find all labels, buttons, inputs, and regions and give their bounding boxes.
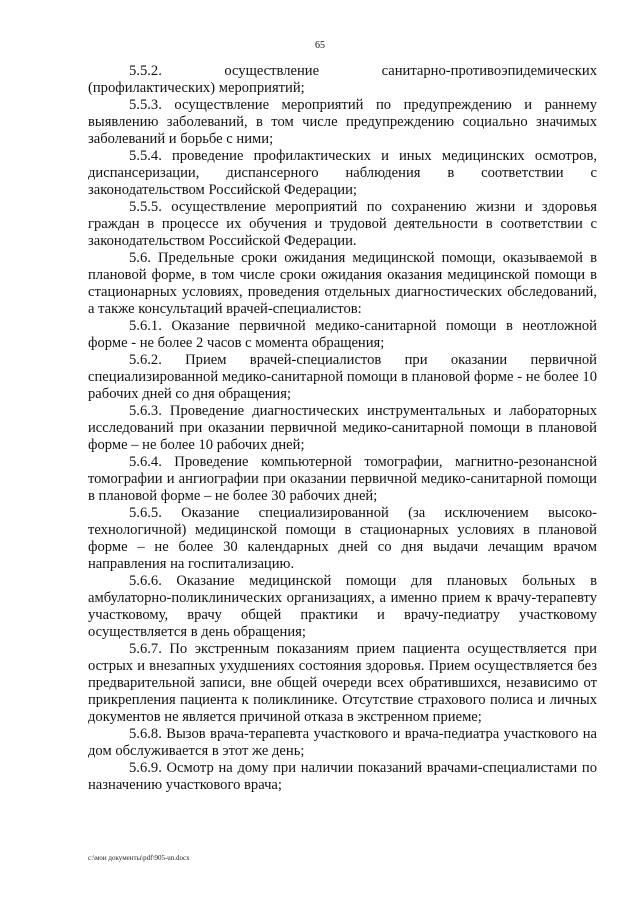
paragraph-5-6-6: 5.6.6. Оказание медицинской помощи для плановых больных в амбулаторно-поликлинических организациях, а именно прием к врачу-терапевту участковому, врачу общей практики и врачу-педиатру участковому осуществляется в день обращения; bbox=[88, 573, 597, 640]
paragraph-5-6-8: 5.6.8. Вызов врача-терапевта участкового и врача-педиатра участкового на дом обслуживается в этот же день; bbox=[88, 726, 597, 759]
paragraph-5-5-4: 5.5.4. проведение профилактических и иных медицинских осмотров, диспансеризации, диспансерного наблюдения в соответствии с законодательством Российской Федерации; bbox=[88, 148, 597, 198]
paragraph-5-6-4: 5.6.4. Проведение компьютерной томографии, магнитно-резонансной томографии и ангиографии при оказании первичной медико-санитарной помощи в плановой форме – не более 30 рабочих дней; bbox=[88, 454, 597, 504]
paragraph-5-6: 5.6. Предельные сроки ожидания медицинской помощи, оказываемой в плановой форме, в том числе сроки ожидания оказания медицинской помощи в стационарных условиях, проведения отдельных диагностических обследований, а также консультаций врачей-специалистов: bbox=[88, 250, 597, 317]
document-body bbox=[88, 63, 597, 794]
paragraph-5-6-2: 5.6.2. Прием врачей-специалистов при оказании первичной специализированной медико-санитарной помощи в плановой форме - не более 10 рабочих дней со дня обращения; bbox=[88, 352, 597, 402]
footer-file-path: c:\мои документы\pdf\905-un.docx bbox=[88, 854, 190, 862]
paragraph-5-6-5: 5.6.5. Оказание специализированной (за исключением высоко-технологичной) медицинской помощи в стационарных условиях в плановой форме – не более 30 календарных дней со дня выдачи лечащим врачом направления на госпитализацию. bbox=[88, 505, 597, 572]
paragraph-5-5-3: 5.5.3. осуществление мероприятий по предупреждению и раннему выявлению заболеваний, в том числе предупреждению социально значимых заболеваний и борьбе с ними; bbox=[88, 97, 597, 147]
paragraph-5-5-5: 5.5.5. осуществление мероприятий по сохранению жизни и здоровья граждан в процессе их обучения и трудовой деятельности в соответствии с законодательством Российской Федерации. bbox=[88, 199, 597, 249]
paragraph-5-5-2: 5.5.2. осуществление санитарно-противоэпидемических (профилактических) мероприятий; bbox=[88, 63, 597, 96]
paragraph-5-6-3: 5.6.3. Проведение диагностических инструментальных и лабораторных исследований при оказании первичной медико-санитарной помощи в плановой форме – не более 10 рабочих дней; bbox=[88, 403, 597, 453]
paragraph-5-6-9: 5.6.9. Осмотр на дому при наличии показаний врачами-специалистами по назначению участкового врача; bbox=[88, 760, 597, 793]
page-number: 65 bbox=[315, 40, 325, 51]
paragraph-5-6-1: 5.6.1. Оказание первичной медико-санитарной помощи в неотложной форме - не более 2 часов с момента обращения; bbox=[88, 318, 597, 351]
paragraph-5-6-7: 5.6.7. По экстренным показаниям прием пациента осуществляется при острых и внезапных ухудшениях состояния здоровья. Прием осуществляется без предварительной записи, вне общей очереди всех обратившихся, независимо от прикрепления пациента к поликлинике. Отсутствие страхового полиса и личных документов не является причиной отказа в экстренном приеме; bbox=[88, 641, 597, 725]
